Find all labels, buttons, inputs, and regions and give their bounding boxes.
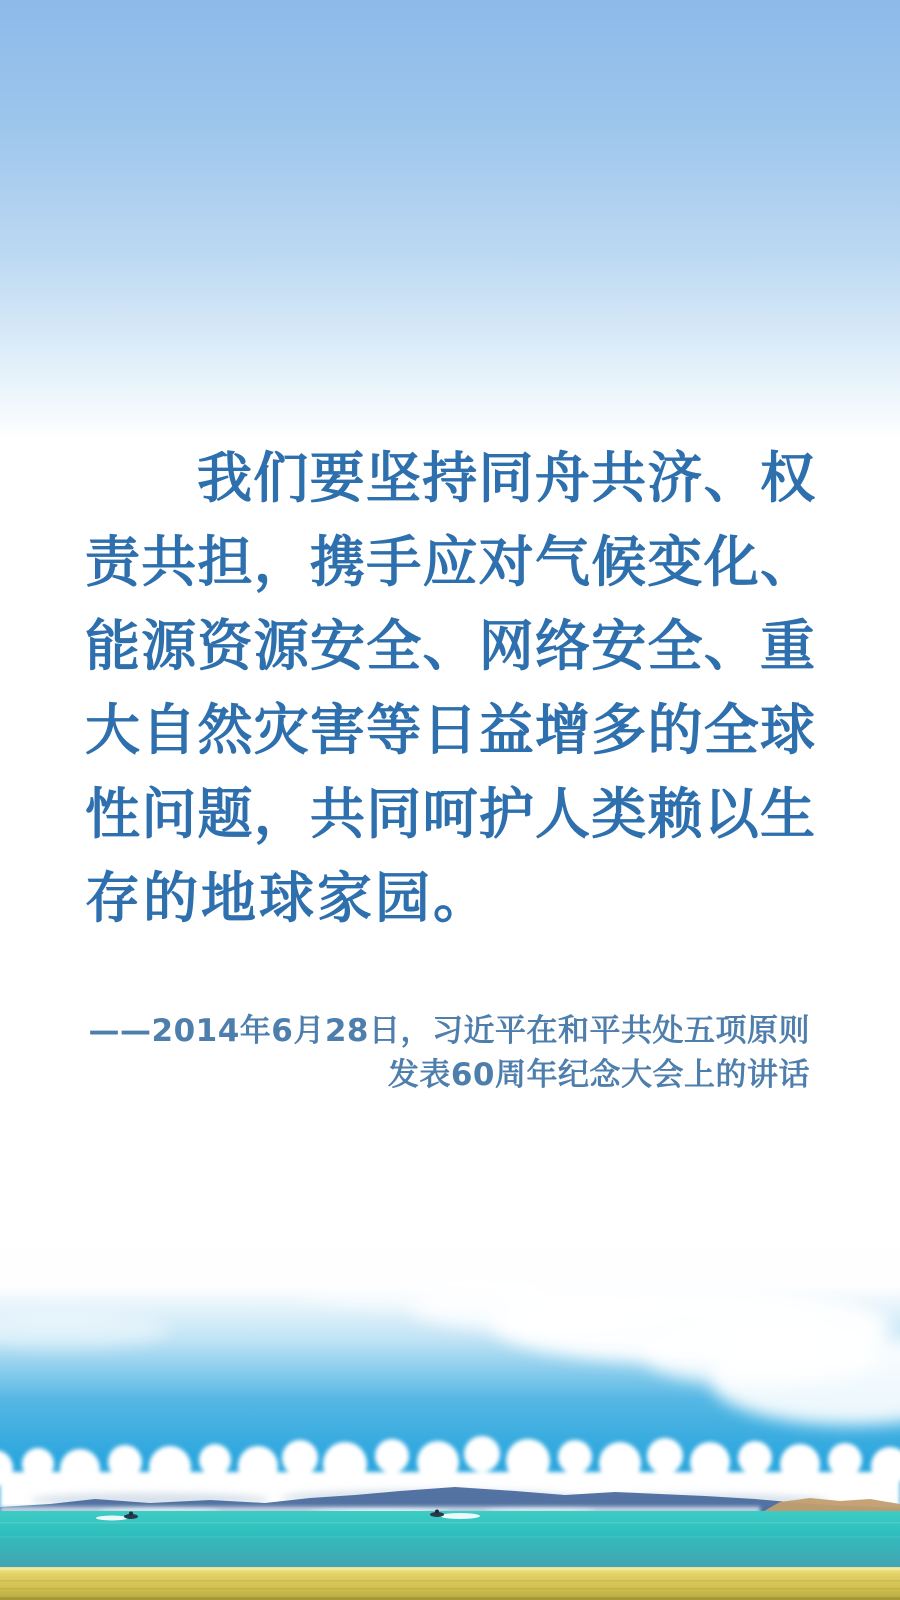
quote-line-1: 我们要坚持同舟共济、权: [197, 445, 815, 510]
quote-line-2: 责共担，携手应对气候变化、: [85, 529, 815, 594]
quote-line-4: 大自然灾害等日益增多的全球: [85, 697, 815, 762]
quote-line-3: 能源资源安全、网络安全、重: [85, 613, 815, 678]
quote-text-block: [85, 436, 815, 940]
quote-line-6: 存的地球家园。: [85, 865, 492, 930]
lake-water: [0, 1511, 900, 1571]
quote-line-5: 性问题，共同呵护人类赖以生: [85, 781, 815, 846]
attribution-line-2: 发表60周年纪念大会上的讲话: [387, 1057, 810, 1093]
grass-shore: [0, 1568, 900, 1600]
attribution-line-1: ——2014年6月28日，习近平在和平共处五项原则: [88, 1013, 810, 1049]
attribution-block: [89, 1009, 811, 1097]
lake-landscape-photo: [0, 1220, 900, 1600]
